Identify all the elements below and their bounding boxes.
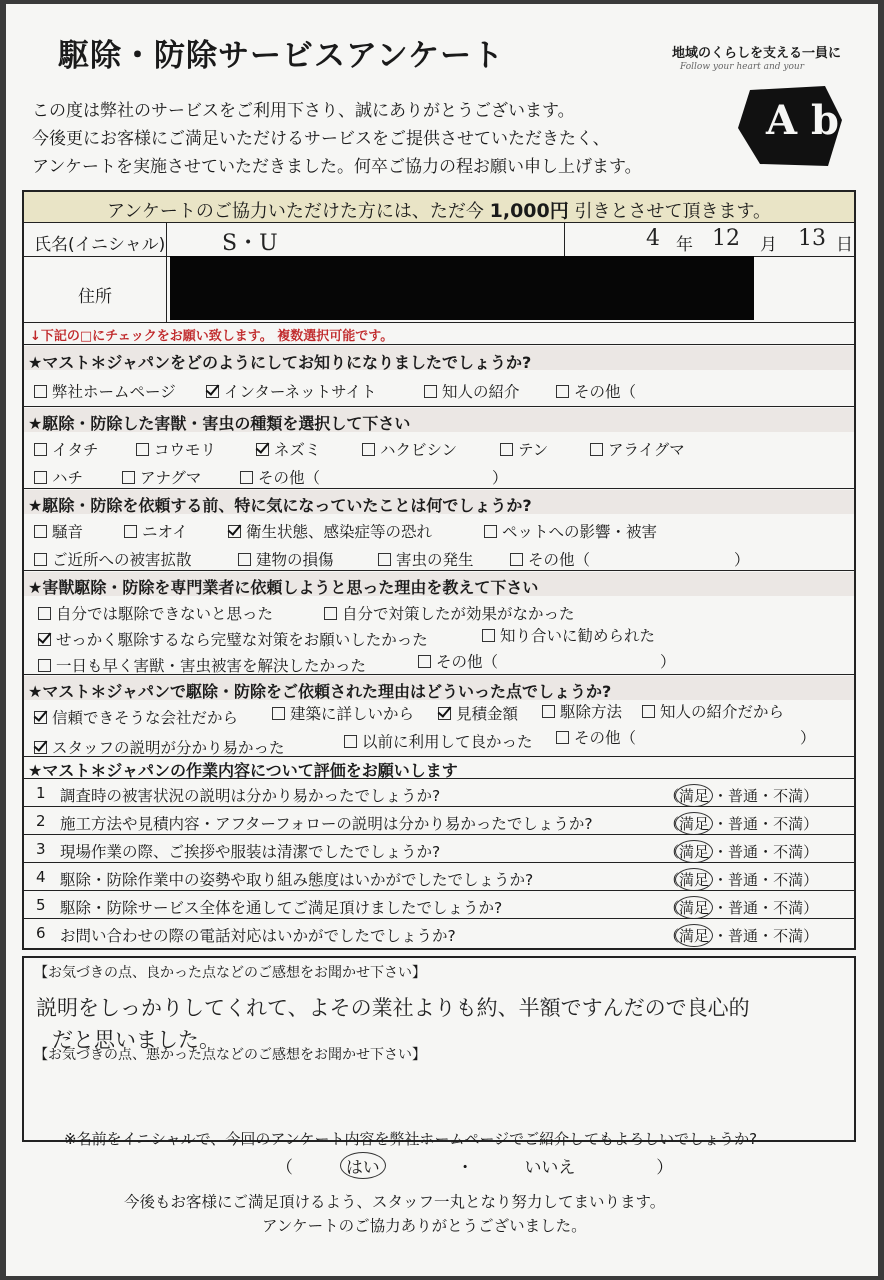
rating-number: 3 bbox=[36, 840, 46, 858]
rating-satisfied-selected[interactable]: 満足 bbox=[675, 868, 713, 891]
option-q2-raccoon[interactable]: アライグマ bbox=[590, 438, 685, 460]
divider bbox=[24, 488, 854, 489]
rating-question: 駆除・防除作業中の姿勢や取り組み態度はいかがでしたでしょうか? bbox=[60, 871, 534, 889]
checkbox[interactable] bbox=[556, 385, 569, 398]
checkbox[interactable] bbox=[38, 607, 51, 620]
checkbox[interactable] bbox=[124, 525, 137, 538]
rating-satisfied-selected[interactable]: 満足 bbox=[675, 924, 713, 947]
name-field[interactable]: S・U bbox=[222, 231, 278, 256]
checkbox[interactable] bbox=[510, 553, 523, 566]
checkbox-checked[interactable] bbox=[206, 385, 219, 398]
divider bbox=[166, 222, 167, 322]
rating-dissatisfied[interactable]: 不満 bbox=[773, 927, 804, 945]
rating-heading: ★マスト＊ジャパンの作業内容について評価をお願いします bbox=[28, 761, 458, 780]
rating-number: 4 bbox=[36, 868, 46, 886]
date-year-unit: 年 bbox=[676, 235, 693, 255]
option-q3-insects[interactable]: 害虫の発生 bbox=[378, 548, 474, 570]
divider bbox=[24, 570, 854, 571]
option-q5-other[interactable]: その他（ bbox=[556, 726, 636, 748]
checkbox[interactable] bbox=[34, 525, 47, 538]
checkbox-checked[interactable] bbox=[438, 707, 451, 720]
option-q2-civet[interactable]: ハクビシン bbox=[362, 438, 457, 460]
logo-mark: A b bbox=[766, 97, 839, 144]
rating-neutral[interactable]: 普通 bbox=[728, 927, 759, 945]
option-q2-bat[interactable]: コウモリ bbox=[136, 438, 216, 460]
checkbox[interactable] bbox=[38, 659, 51, 672]
option-q2-marten[interactable]: テン bbox=[500, 438, 548, 460]
option-q3-pets[interactable]: ペットへの影響・被害 bbox=[484, 520, 657, 542]
rating-neutral[interactable]: 普通 bbox=[728, 899, 759, 917]
redacted-address bbox=[170, 256, 754, 320]
checkbox[interactable] bbox=[500, 443, 513, 456]
divider bbox=[24, 674, 854, 675]
paren-close: ） bbox=[660, 653, 676, 671]
rating-question: 施工方法や見積内容・アフターフォローの説明は分かり易かったでしょうか? bbox=[60, 815, 593, 833]
checkbox[interactable] bbox=[136, 443, 149, 456]
rating-number: 5 bbox=[36, 896, 46, 914]
publish-yes-selected[interactable]: はい bbox=[340, 1152, 386, 1179]
checkbox[interactable] bbox=[542, 705, 555, 718]
option-q4-other[interactable]: その他（ bbox=[418, 650, 498, 672]
checkbox[interactable] bbox=[34, 553, 47, 566]
rating-question: 調査時の被害状況の説明は分かり易かったでしょうか? bbox=[60, 787, 441, 805]
divider bbox=[24, 756, 854, 757]
divider bbox=[564, 222, 565, 256]
rating-row-5 bbox=[24, 890, 854, 919]
rating-choices[interactable]: （満足 ・普通・不満） bbox=[664, 784, 818, 807]
rating-number: 1 bbox=[36, 784, 46, 802]
option-q2-badger[interactable]: アナグマ bbox=[122, 466, 201, 488]
intro-line-1: この度は弊社のサービスをご利用下さり、誠にありがとうございます。 bbox=[32, 101, 575, 121]
checkbox[interactable] bbox=[556, 731, 569, 744]
intro-line-2: 今後更にお客様にご満足いただけるサービスをご提供させていただきたく、 bbox=[32, 129, 610, 149]
rating-row-4 bbox=[24, 862, 854, 891]
divider bbox=[24, 322, 854, 323]
checkbox[interactable] bbox=[484, 525, 497, 538]
rating-satisfied-selected[interactable]: 満足 bbox=[675, 840, 713, 863]
logo-subtitle: Follow your heart and your bbox=[680, 62, 805, 72]
option-q3-odor[interactable]: ニオイ bbox=[124, 520, 188, 542]
rating-row-2 bbox=[24, 806, 854, 835]
checkbox[interactable] bbox=[482, 629, 495, 642]
option-q4-failed[interactable]: 自分で対策したが効果がなかった bbox=[324, 602, 575, 624]
checkbox[interactable] bbox=[424, 385, 437, 398]
checkbox[interactable] bbox=[418, 655, 431, 668]
checkbox-checked[interactable] bbox=[38, 633, 51, 646]
date-day-unit: 日 bbox=[836, 235, 853, 255]
rating-choices[interactable]: （満足 ・普通・不満） bbox=[664, 868, 818, 891]
option-q2-bee[interactable]: ハチ bbox=[34, 466, 83, 488]
option-q5-method[interactable]: 駆除方法 bbox=[542, 700, 622, 722]
rating-choices[interactable]: （満足 ・普通・不満） bbox=[664, 840, 818, 863]
rating-choices[interactable]: （満足 ・普通・不満） bbox=[664, 812, 818, 835]
option-q4-perfect[interactable]: せっかく駆除するなら完璧な対策をお願いしたかった bbox=[38, 628, 428, 650]
bad-comments-label: 【お気づきの点、悪かった点などのご感想をお聞かせ下さい】 bbox=[34, 1047, 426, 1063]
name-label: 氏名(イニシャル) bbox=[34, 235, 166, 255]
date-year-field[interactable]: 4 bbox=[646, 226, 660, 251]
option-q1-referral[interactable]: 知人の紹介 bbox=[424, 380, 520, 402]
publish-choices: （ はい ・ いいえ ） bbox=[276, 1152, 673, 1179]
checkbox[interactable] bbox=[344, 735, 357, 748]
option-q5-previous[interactable]: 以前に利用して良かった bbox=[344, 730, 533, 752]
company-logo bbox=[730, 80, 850, 172]
banner-text-post: 引きとさせて頂きます。 bbox=[568, 201, 772, 222]
checkbox[interactable] bbox=[34, 471, 47, 484]
rating-row-6 bbox=[24, 918, 854, 947]
rating-number: 6 bbox=[36, 924, 46, 942]
option-q2-other[interactable]: その他（ bbox=[240, 466, 320, 488]
rating-satisfied-selected[interactable]: 満足 bbox=[675, 812, 713, 835]
option-q3-hygiene[interactable]: 衛生状態、感染症等の恐れ bbox=[228, 520, 432, 542]
instruction-notice: ↓下記の□にチェックをお願い致します。 複数選択可能です。 bbox=[30, 329, 394, 344]
question-2: ★駆除・防除した害獣・害虫の種類を選択して下さい bbox=[28, 414, 411, 433]
checkbox[interactable] bbox=[378, 553, 391, 566]
checkbox-checked[interactable] bbox=[34, 711, 47, 724]
divider bbox=[24, 406, 854, 407]
checkbox-checked[interactable] bbox=[228, 525, 241, 538]
logo-tagline: 地域のくらしを支える一員に bbox=[672, 46, 842, 61]
address-label: 住所 bbox=[78, 287, 112, 307]
rating-dissatisfied[interactable]: 不満 bbox=[773, 899, 804, 917]
checkbox[interactable] bbox=[122, 471, 135, 484]
rating-satisfied-selected[interactable]: 満足 bbox=[675, 896, 713, 919]
checkbox[interactable] bbox=[34, 443, 47, 456]
paren-close: ） bbox=[800, 729, 816, 747]
page-title: 駆除・防除サービスアンケート bbox=[58, 38, 505, 74]
checkbox[interactable] bbox=[272, 707, 285, 720]
option-q4-cannot[interactable]: 自分では駆除できないと思った bbox=[38, 602, 273, 624]
checkbox[interactable] bbox=[324, 607, 337, 620]
option-q1-internet[interactable]: インターネットサイト bbox=[206, 380, 377, 402]
closing-line-2: アンケートのご協力ありがとうございました。 bbox=[262, 1217, 587, 1235]
date-month-unit: 月 bbox=[760, 235, 777, 255]
good-comments-field-line-2[interactable]: だと思いました。 bbox=[52, 1028, 220, 1052]
option-q1-homepage[interactable]: 弊社ホームページ bbox=[34, 380, 176, 402]
rating-dissatisfied[interactable]: 不満 bbox=[773, 843, 804, 861]
rating-satisfied-selected[interactable]: 満足 bbox=[675, 784, 713, 807]
rating-row-1 bbox=[24, 778, 854, 807]
checkbox[interactable] bbox=[238, 553, 251, 566]
checkbox[interactable] bbox=[590, 443, 603, 456]
banner-text-pre: アンケートのご協力いただけた方には、ただ今 bbox=[106, 201, 490, 222]
checkbox[interactable] bbox=[34, 385, 47, 398]
option-q5-explanation[interactable]: スタッフの説明が分かり易かった bbox=[34, 736, 285, 758]
option-q2-rat[interactable]: ネズミ bbox=[256, 438, 321, 460]
rating-dissatisfied[interactable]: 不満 bbox=[773, 787, 804, 805]
publish-question: ※名前をイニシャルで、今回のアンケート内容を弊社ホームページでご紹介してもよろしいでしょうか? bbox=[64, 1130, 758, 1148]
closing-line-1: 今後もお客様にご満足頂けるよう、スタッフ一丸となり努力してまいります。 bbox=[124, 1193, 666, 1211]
date-day-field[interactable]: 13 bbox=[798, 226, 826, 251]
intro-line-3: アンケートを実施させていただきました。何卒ご協力の程お願い申し上げます。 bbox=[32, 157, 642, 177]
checkbox-checked[interactable] bbox=[256, 443, 269, 456]
checkbox-checked[interactable] bbox=[34, 741, 47, 754]
rating-neutral[interactable]: 普通 bbox=[728, 843, 759, 861]
option-q1-other[interactable]: その他（ bbox=[556, 380, 636, 402]
publish-no[interactable]: いいえ bbox=[524, 1158, 576, 1178]
rating-number: 2 bbox=[36, 812, 46, 830]
rating-dissatisfied[interactable]: 不満 bbox=[773, 815, 804, 833]
option-q3-building[interactable]: 建物の損傷 bbox=[238, 548, 334, 570]
option-q3-noise[interactable]: 騒音 bbox=[34, 520, 83, 542]
option-q5-estimate[interactable]: 見積金額 bbox=[438, 702, 518, 724]
rating-question: 現場作業の際、ご挨拶や服装は清潔でしたでしょうか? bbox=[60, 843, 441, 861]
option-q2-weasel[interactable]: イタチ bbox=[34, 438, 99, 460]
rating-neutral[interactable]: 普通 bbox=[728, 815, 759, 833]
rating-choices[interactable]: （満足 ・普通・不満） bbox=[664, 896, 818, 919]
option-q5-referral[interactable]: 知人の紹介だから bbox=[642, 700, 784, 722]
rating-question: お問い合わせの際の電話対応はいかがでしたでしょうか? bbox=[60, 927, 456, 945]
rating-question: 駆除・防除サービス全体を通してご満足頂けましたでしょうか? bbox=[60, 899, 503, 917]
date-month-field[interactable]: 12 bbox=[712, 226, 740, 251]
option-q5-construction[interactable]: 建築に詳しいから bbox=[272, 702, 414, 724]
checkbox[interactable] bbox=[642, 705, 655, 718]
option-q3-neighbors[interactable]: ご近所への被害拡散 bbox=[34, 548, 192, 570]
rating-neutral[interactable]: 普通 bbox=[728, 871, 759, 889]
question-5: ★マスト＊ジャパンで駆除・防除をご依頼された理由はどういった点でしょうか? bbox=[28, 682, 612, 701]
rating-row-3 bbox=[24, 834, 854, 863]
bad-comments-field[interactable] bbox=[36, 1066, 836, 1132]
good-comments-field[interactable]: 説明をしっかりしてくれて、よその業社よりも約、半額ですんだので良心的 bbox=[36, 996, 750, 1020]
option-q5-trust[interactable]: 信頼できそうな会社だから bbox=[34, 706, 238, 728]
rating-dissatisfied[interactable]: 不満 bbox=[773, 871, 804, 889]
discount-banner bbox=[24, 192, 854, 223]
good-comments-label: 【お気づきの点、良かった点などのご感想をお聞かせ下さい】 bbox=[34, 965, 426, 981]
paren-close: ） bbox=[492, 469, 508, 487]
rating-neutral[interactable]: 普通 bbox=[728, 787, 759, 805]
question-1: ★マスト＊ジャパンをどのようにしてお知りになりましたでしょうか? bbox=[28, 353, 532, 372]
discount-amount: 1,000円 bbox=[489, 200, 569, 222]
option-q3-other[interactable]: その他（ bbox=[510, 548, 590, 570]
option-q4-recommended[interactable]: 知り合いに勧められた bbox=[482, 624, 655, 646]
divider bbox=[24, 344, 854, 345]
question-3: ★駆除・防除を依頼する前、特に気になっていたことは何でしょうか? bbox=[28, 496, 532, 515]
checkbox[interactable] bbox=[362, 443, 375, 456]
paren-close: ） bbox=[734, 551, 750, 569]
checkbox[interactable] bbox=[240, 471, 253, 484]
option-q4-asap[interactable]: 一日も早く害獣・害虫被害を解決したかった bbox=[38, 654, 366, 676]
question-4: ★害獣駆除・防除を専門業者に依頼しようと思った理由を教えて下さい bbox=[28, 578, 539, 597]
rating-choices[interactable]: （満足 ・普通・不満） bbox=[664, 924, 818, 947]
